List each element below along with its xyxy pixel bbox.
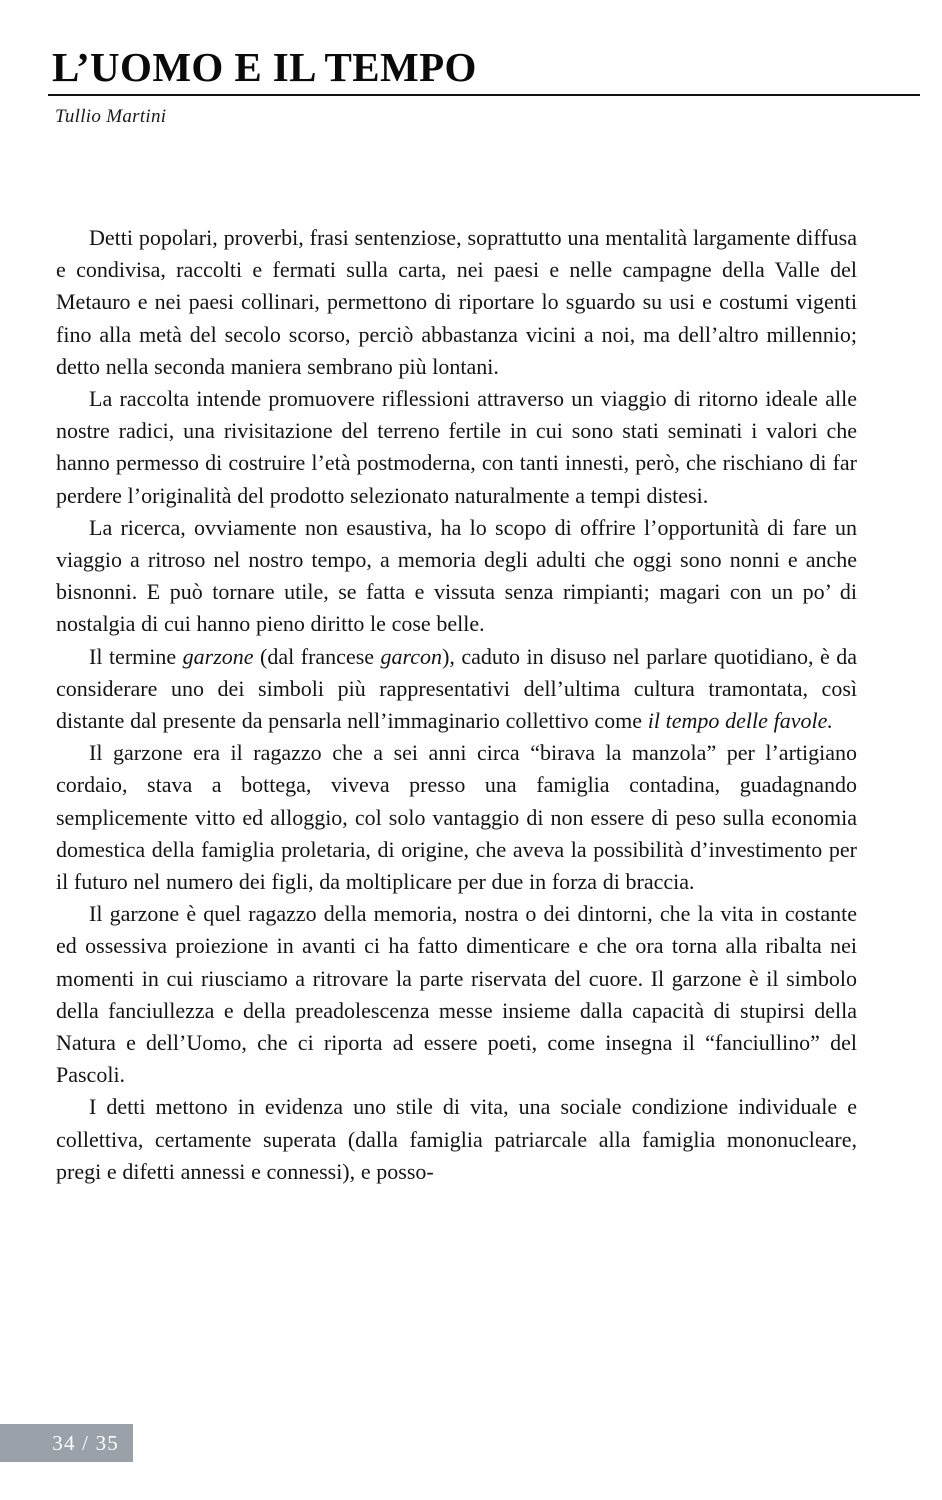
paragraph-4-text-b: (dal francese bbox=[253, 643, 381, 669]
paragraph-6: Il garzone è quel ragazzo della memoria, nostra o dei dintorni, che la vita in costante ed ossessiva proiezione in avanti ci ha fatto dimenticare e che ora torna alla ribalta nei momenti in cui riusciamo a ritrovare la parte riservata del cuore. Il garzone è il simbolo della fanciullezza e della preadolescenza messe insieme dalla capacità di stupirsi della Natura e dell’Uomo, che ci riporta ad essere poeti, come insegna il “fanciullino” del Pascoli. bbox=[56, 901, 857, 1088]
paragraph-4-text-a: Il termine bbox=[89, 643, 183, 669]
term-garcon: garcon bbox=[380, 643, 443, 669]
article-body bbox=[56, 222, 857, 1188]
paragraph-5: Il garzone era il ragazzo che a sei anni circa “birava la manzola” per l’artigiano cordaio, stava a bottega, viveva presso una famiglia contadina, guadagnando semplicemente vitto ed alloggio, col solo vantaggio di non essere di peso sulla economia domestica della famiglia proletaria, di origine, che aveva la possibilità d’investimento per il futuro nel numero dei figli, da moltiplicare per due in forza di braccia. bbox=[56, 740, 857, 895]
page-number-badge bbox=[0, 1424, 133, 1462]
page-number-label: 34 / 35 bbox=[52, 1430, 119, 1455]
paragraph-3: La ricerca, ovviamente non esaustiva, ha lo scopo di offrire l’opportunità di fare un viaggio a ritroso nel nostro tempo, a memoria degli adulti che oggi sono nonni e anche bisnonni. E può tornare utile, se fatta e vissuta senza rimpianti; magari con un po’ di nostalgia di cui hanno pieno diritto le cose belle. bbox=[56, 514, 857, 637]
term-garzone: garzone bbox=[182, 643, 254, 669]
phrase-il-tempo-delle-favole: il tempo delle favole. bbox=[647, 708, 833, 734]
paragraph-7: I detti mettono in evidenza uno stile di vita, una sociale condizione individuale e collettiva, certamente superata (dalla famiglia patriarcale alla famiglia mononucleare, pregi e difetti annessi e connessi), e posso- bbox=[56, 1094, 857, 1184]
paragraph-1: Detti popolari, proverbi, frasi sentenziose, soprattutto una mentalità largamente diffusa e condivisa, raccolti e fermati sulla carta, nei paesi e nelle campagne della Valle del Metauro e nei paesi collinari, permettono di riportare lo sguardo su usi e costumi vigenti fino alla metà del secolo scorso, perciò abbastanza vicini a noi, ma dell’altro millennio; detto nella seconda maniera sembrano più lontani. bbox=[56, 225, 857, 379]
paragraph-2: La raccolta intende promuovere riflessioni attraverso un viaggio di ritorno ideale alle nostre radici, una rivisitazione del terreno fertile in cui sono stati seminati i valori che hanno permesso di costruire l’età postmoderna, con tanti innesti, però, che rischiano di far perdere l’originalità del prodotto selezionato naturalmente a tempi distesi. bbox=[56, 386, 857, 508]
paragraph-4-text-c: ), caduto in disuso nel parlare quotidiano, è da considerare uno dei simboli più rappresentativi dell’ultima cultura tramontata, così distante dal presente da pensarla nell’immaginario collettivo come bbox=[56, 643, 858, 734]
paragraph-4 bbox=[56, 641, 857, 738]
title-divider bbox=[48, 94, 920, 96]
page-title: L’UOMO E IL TEMPO bbox=[52, 44, 477, 90]
article-masthead bbox=[48, 44, 920, 129]
author-byline: Tullio Martini bbox=[55, 106, 167, 127]
